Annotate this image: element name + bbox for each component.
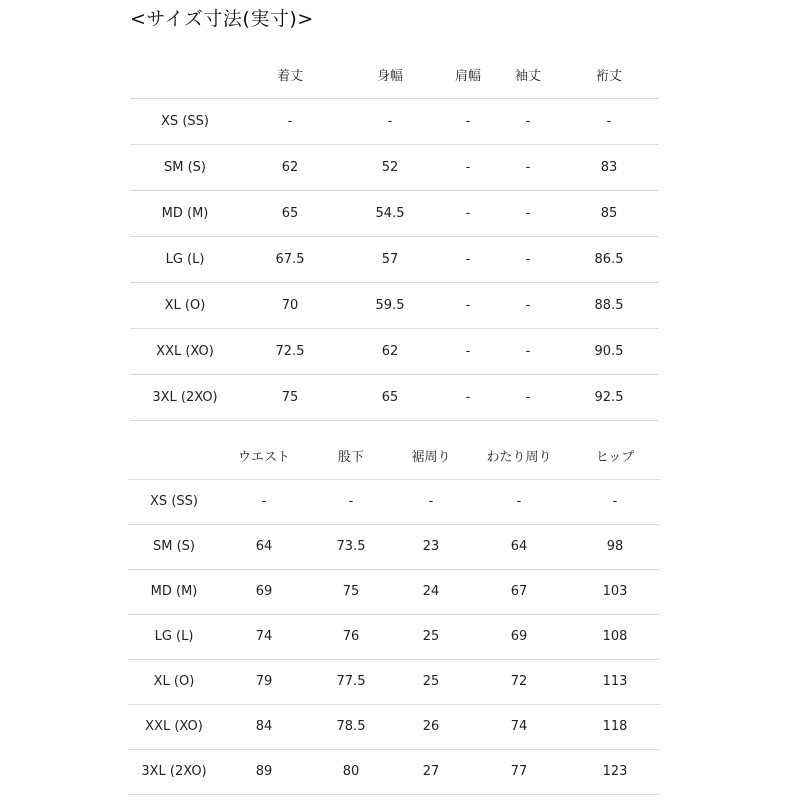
- measurement-cell: 89: [220, 749, 308, 794]
- measurement-cell: -: [220, 479, 308, 524]
- measurement-cell: -: [240, 98, 340, 144]
- measurement-cell: 75: [240, 374, 340, 420]
- measurement-cell: -: [440, 328, 496, 374]
- bottoms-column-header: [128, 433, 220, 479]
- measurement-cell: 123: [570, 749, 660, 794]
- bottoms-column-header: ウエスト: [237, 450, 290, 466]
- size-label: XS (SS): [130, 98, 240, 144]
- measurement-cell: 69: [468, 614, 570, 659]
- size-label: XL (O): [128, 659, 220, 704]
- table-row: [130, 374, 658, 420]
- table-row: [128, 614, 660, 659]
- size-label: MD (M): [130, 190, 240, 236]
- tops-column-header: [130, 52, 240, 98]
- measurement-cell: 57: [340, 236, 440, 282]
- measurement-cell: 83: [560, 144, 658, 190]
- table-row: [128, 704, 660, 749]
- measurement-cell: 73.5: [308, 524, 394, 569]
- measurement-cell: 52: [340, 144, 440, 190]
- page-title: <サイズ寸法(実寸)>: [130, 8, 314, 30]
- measurement-cell: 103: [570, 569, 660, 614]
- size-label: 3XL (2XO): [128, 749, 220, 794]
- measurement-cell: 92.5: [560, 374, 658, 420]
- measurement-cell: 72: [468, 659, 570, 704]
- measurement-cell: -: [570, 479, 660, 524]
- table-row: [130, 98, 658, 144]
- measurement-cell: 26: [394, 704, 468, 749]
- table-row: [130, 144, 658, 190]
- measurement-cell: 62: [240, 144, 340, 190]
- measurement-cell: 77.5: [308, 659, 394, 704]
- measurement-cell: -: [440, 98, 496, 144]
- measurement-cell: 76: [308, 614, 394, 659]
- measurement-cell: 64: [220, 524, 308, 569]
- size-label: LG (L): [128, 614, 220, 659]
- table-row: [128, 749, 660, 794]
- measurement-cell: 24: [394, 569, 468, 614]
- measurement-cell: 118: [570, 704, 660, 749]
- measurement-cell: 72.5: [240, 328, 340, 374]
- measurement-cell: -: [440, 236, 496, 282]
- bottoms-column-header: わたり周り: [486, 450, 552, 466]
- size-label: 3XL (2XO): [130, 374, 240, 420]
- measurement-cell: 84: [220, 704, 308, 749]
- table-row: [128, 569, 660, 614]
- tops-column-header: 着丈: [276, 69, 303, 85]
- measurement-cell: 65: [340, 374, 440, 420]
- measurement-cell: 25: [394, 614, 468, 659]
- measurement-cell: 80: [308, 749, 394, 794]
- table-row: [128, 524, 660, 569]
- measurement-cell: -: [496, 282, 560, 328]
- size-label: XXL (XO): [130, 328, 240, 374]
- measurement-cell: 74: [468, 704, 570, 749]
- measurement-cell: -: [440, 190, 496, 236]
- measurement-cell: 88.5: [560, 282, 658, 328]
- size-label: XL (O): [130, 282, 240, 328]
- measurement-cell: 69: [220, 569, 308, 614]
- table-row: [130, 236, 658, 282]
- measurement-cell: 27: [394, 749, 468, 794]
- measurement-cell: -: [340, 98, 440, 144]
- measurement-cell: -: [496, 236, 560, 282]
- size-label: XXL (XO): [128, 704, 220, 749]
- bottoms-size-table: [128, 433, 660, 795]
- size-label: XS (SS): [128, 479, 220, 524]
- measurement-cell: 113: [570, 659, 660, 704]
- measurement-cell: 67: [468, 569, 570, 614]
- measurement-cell: -: [394, 479, 468, 524]
- measurement-cell: 62: [340, 328, 440, 374]
- measurement-cell: -: [308, 479, 394, 524]
- measurement-cell: 54.5: [340, 190, 440, 236]
- tops-column-header: 身幅: [376, 69, 403, 85]
- measurement-cell: 23: [394, 524, 468, 569]
- measurement-cell: 75: [308, 569, 394, 614]
- tops-column-header: 肩幅: [454, 69, 481, 85]
- measurement-cell: 79: [220, 659, 308, 704]
- size-label: MD (M): [128, 569, 220, 614]
- bottoms-column-header: 股下: [337, 450, 364, 466]
- table-row: [130, 328, 658, 374]
- measurement-cell: 85: [560, 190, 658, 236]
- measurement-cell: 64: [468, 524, 570, 569]
- table-row: [130, 190, 658, 236]
- measurement-cell: -: [496, 328, 560, 374]
- size-label: SM (S): [130, 144, 240, 190]
- measurement-cell: -: [468, 479, 570, 524]
- measurement-cell: 65: [240, 190, 340, 236]
- tops-header-row: [130, 52, 658, 98]
- measurement-cell: 108: [570, 614, 660, 659]
- measurement-cell: 98: [570, 524, 660, 569]
- table-row: [128, 479, 660, 524]
- tops-column-header: 裄丈: [595, 69, 622, 85]
- measurement-cell: -: [440, 282, 496, 328]
- bottoms-column-header: 裾周り: [411, 450, 451, 466]
- measurement-cell: 90.5: [560, 328, 658, 374]
- measurement-cell: -: [496, 190, 560, 236]
- table-row: [128, 659, 660, 704]
- measurement-cell: 77: [468, 749, 570, 794]
- measurement-cell: 86.5: [560, 236, 658, 282]
- measurement-cell: 25: [394, 659, 468, 704]
- size-label: LG (L): [130, 236, 240, 282]
- measurement-cell: -: [560, 98, 658, 144]
- measurement-cell: 78.5: [308, 704, 394, 749]
- measurement-cell: 70: [240, 282, 340, 328]
- measurement-cell: -: [496, 144, 560, 190]
- tops-column-header: 袖丈: [514, 69, 541, 85]
- measurement-cell: 67.5: [240, 236, 340, 282]
- tops-size-table: [130, 52, 658, 421]
- measurement-cell: 74: [220, 614, 308, 659]
- bottoms-column-header: ヒップ: [595, 450, 635, 466]
- measurement-cell: -: [440, 374, 496, 420]
- bottoms-header-row: [128, 433, 660, 479]
- size-label: SM (S): [128, 524, 220, 569]
- measurement-cell: -: [496, 374, 560, 420]
- measurement-cell: 59.5: [340, 282, 440, 328]
- measurement-cell: -: [440, 144, 496, 190]
- table-row: [130, 282, 658, 328]
- measurement-cell: -: [496, 98, 560, 144]
